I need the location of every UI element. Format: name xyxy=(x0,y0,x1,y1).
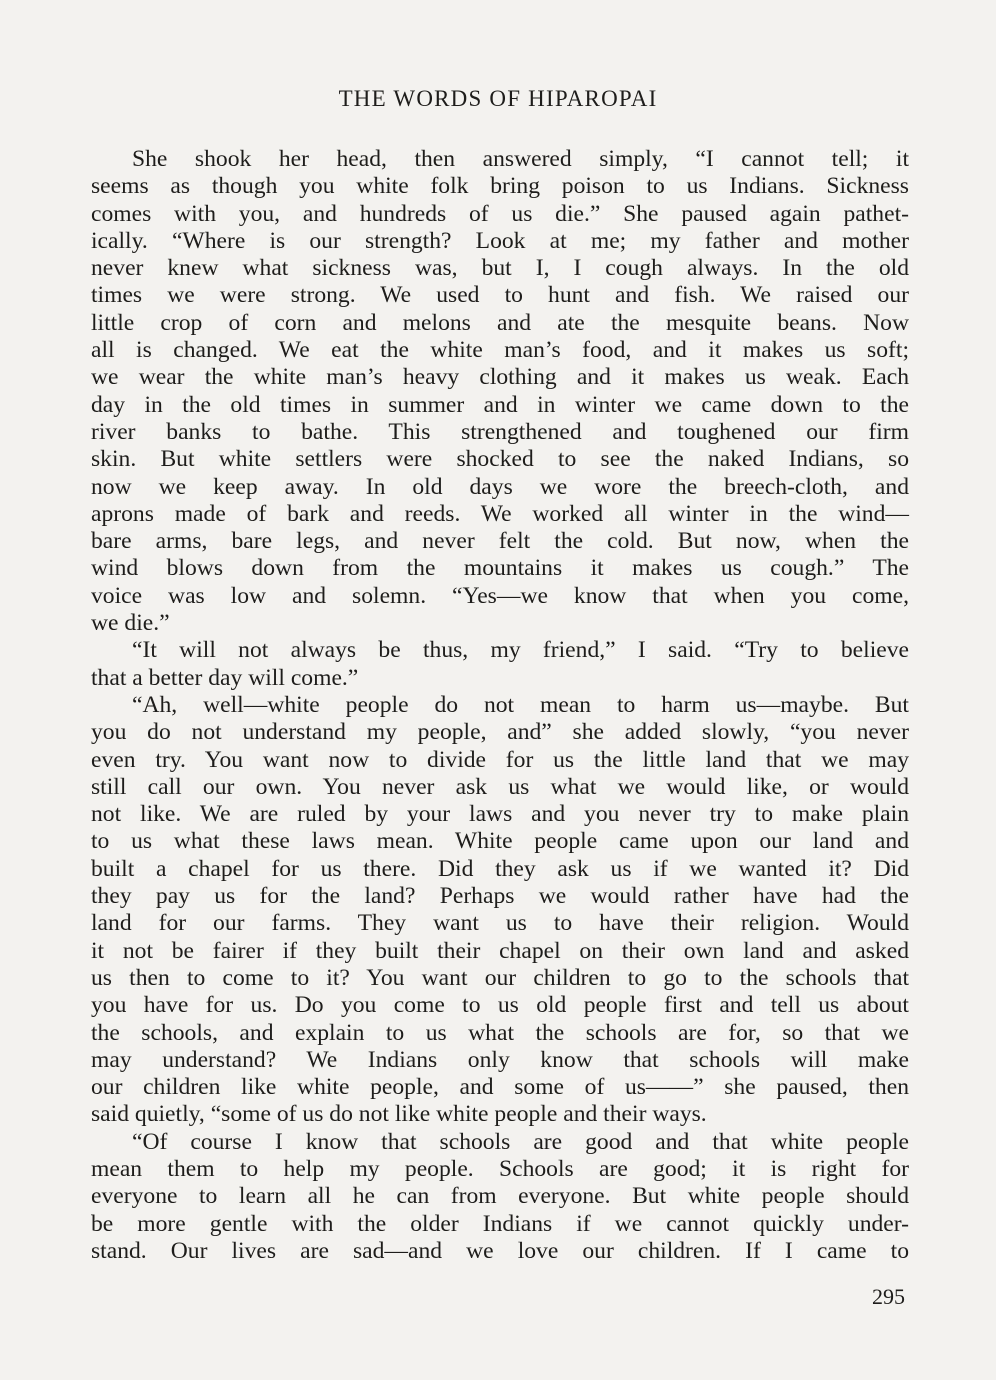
text-line: little crop of corn and melons and ate the mesquite beans. Now xyxy=(91,309,909,336)
body-text xyxy=(91,146,909,1265)
text-line: to us what these laws mean. White people came upon our land and xyxy=(91,828,909,855)
text-line: everyone to learn all he can from everyone. But white people should xyxy=(91,1183,909,1210)
text-line: built a chapel for us there. Did they ask us if we wanted it? Did xyxy=(91,855,909,882)
text-line: mean them to help my people. Schools are good; it is right for xyxy=(91,1155,909,1182)
text-line: “Ah, well—white people do not mean to harm us—maybe. But xyxy=(132,691,909,718)
text-line: you have for us. Do you come to us old people first and tell us about xyxy=(91,992,909,1019)
text-line: all is changed. We eat the white man’s food, and it makes us soft; xyxy=(91,337,909,364)
text-line: even try. You want now to divide for us the little land that we may xyxy=(91,746,909,773)
text-line: wind blows down from the mountains it makes us cough.” The xyxy=(91,555,909,582)
text-line: us then to come to it? You want our children to go to the schools that xyxy=(91,964,909,991)
text-line: our children like white people, and some of us——” she paused, then xyxy=(91,1074,909,1101)
page-number: 295 xyxy=(872,1284,905,1309)
text-line: bare arms, bare legs, and never felt the cold. But now, when the xyxy=(91,528,909,555)
text-line: not like. We are ruled by your laws and you never try to make plain xyxy=(91,801,909,828)
text-line: comes with you, and hundreds of us die.” She paused again pathet- xyxy=(91,200,909,227)
text-line: still call our own. You never ask us what we would like, or would xyxy=(91,773,909,800)
text-line: stand. Our lives are sad—and we love our children. If I came to xyxy=(91,1237,909,1264)
text-line: She shook her head, then answered simply, “I cannot tell; it xyxy=(132,146,909,172)
text-line: aprons made of bark and reeds. We worked all winter in the wind— xyxy=(91,500,909,527)
text-line: now we keep away. In old days we wore the breech-cloth, and xyxy=(91,473,909,500)
text-line: they pay us for the land? Perhaps we would rather have had the xyxy=(91,883,909,910)
text-line: “It will not always be thus, my friend,” I said. “Try to believe xyxy=(132,637,909,664)
text-line: times we were strong. We used to hunt and fish. We raised our xyxy=(91,282,909,309)
text-line: we wear the white man’s heavy clothing and it makes us weak. Each xyxy=(91,364,909,391)
text-line: day in the old times in summer and in winter we came down to the xyxy=(91,391,909,418)
text-line: skin. But white settlers were shocked to see the naked Indians, so xyxy=(91,446,909,473)
text-line: may understand? We Indians only know that schools will make xyxy=(91,1046,909,1073)
text-line: never knew what sickness was, but I, I cough always. In the old xyxy=(91,255,909,282)
text-line: we die.” xyxy=(91,610,170,637)
text-line: said quietly, “some of us do not like white people and their ways. xyxy=(91,1101,707,1128)
text-line: seems as though you white folk bring poison to us Indians. Sickness xyxy=(91,173,909,200)
text-line: ically. “Where is our strength? Look at me; my father and mother xyxy=(91,227,909,254)
text-line: be more gentle with the older Indians if we cannot quickly under- xyxy=(91,1210,909,1237)
text-line: land for our farms. They want us to have their religion. Would xyxy=(91,910,909,937)
text-line: river banks to bathe. This strengthened and toughened our firm xyxy=(91,418,909,445)
text-line: you do not understand my people, and” she added slowly, “you never xyxy=(91,719,909,746)
running-head: THE WORDS OF HIPAROPAI xyxy=(338,86,658,111)
text-line: “Of course I know that schools are good and that white people xyxy=(132,1128,909,1155)
text-line: the schools, and explain to us what the schools are for, so that we xyxy=(91,1019,909,1046)
text-line: that a better day will come.” xyxy=(91,664,359,691)
text-line: it not be fairer if they built their chapel on their own land and asked xyxy=(91,937,909,964)
text-line: voice was low and solemn. “Yes—we know that when you come, xyxy=(91,582,909,609)
